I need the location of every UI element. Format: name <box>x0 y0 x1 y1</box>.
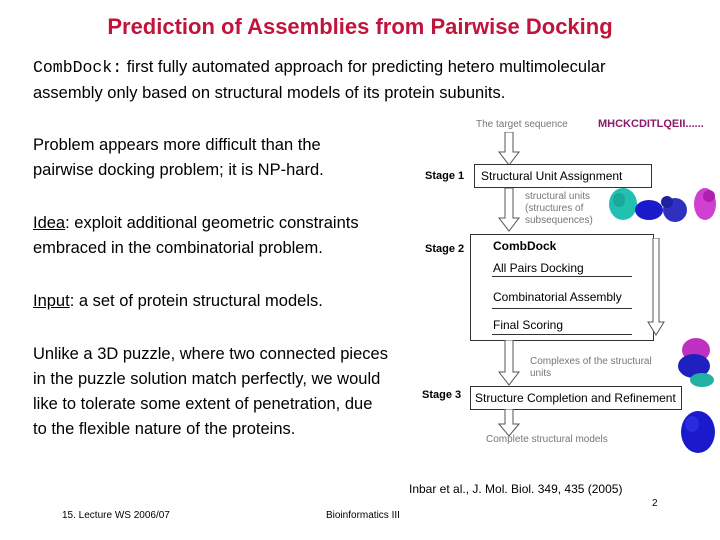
divider <box>492 334 632 335</box>
puzzle-line-2: in the puzzle solution match perfectly, we would <box>33 370 381 388</box>
structural-units-line-3: subsequences) <box>525 215 593 226</box>
combinatorial-assembly: Combinatorial Assembly <box>493 290 622 304</box>
complexes-label <box>530 356 652 380</box>
divider <box>492 308 632 309</box>
combdock-box <box>470 234 654 341</box>
all-pairs-docking: All Pairs Docking <box>493 261 584 275</box>
problem-line-1: Problem appears more difficult than the <box>33 136 321 154</box>
puzzle-line-1: Unlike a 3D puzzle, where two connected pieces <box>33 345 388 363</box>
arrow-down-icon <box>498 188 520 232</box>
combdock-box-title: CombDock <box>493 239 557 253</box>
stage-3-box <box>470 386 682 410</box>
input-label: Input <box>33 292 70 310</box>
target-sequence: MHCKCDITLQEII...... <box>598 118 704 130</box>
input-text: : a set of protein structural models. <box>69 292 323 310</box>
stage-3-label: Stage 3 <box>422 389 462 401</box>
stage-1-label: Stage 1 <box>425 170 465 182</box>
complex-image <box>676 336 720 388</box>
complexes-line-1: Complexes of the structural <box>530 356 652 367</box>
arrow-down-icon <box>498 132 520 166</box>
structural-units-label <box>525 191 593 227</box>
structural-units-line-2: (structures of <box>525 203 584 214</box>
puzzle-line-3: like to tolerate some extent of penetration, due <box>33 395 373 413</box>
arrow-down-icon <box>498 409 520 437</box>
stage-2-label: Stage 2 <box>425 243 465 255</box>
page-number: 2 <box>652 498 658 509</box>
puzzle-line-4: to the flexible nature of the proteins. <box>33 420 296 438</box>
idea-line-2: embraced in the combinatorial problem. <box>33 239 323 257</box>
stage-1-box-label: Structural Unit Assignment <box>481 169 623 183</box>
slide-title: Prediction of Assemblies from Pairwise Docking <box>107 14 613 39</box>
final-scoring: Final Scoring <box>493 318 564 332</box>
footer-lecture: 15. Lecture WS 2006/07 <box>62 510 170 521</box>
complete-models-label: Complete structural models <box>486 434 608 445</box>
citation: Inbar et al., J. Mol. Biol. 349, 435 (2005) <box>409 482 623 496</box>
structural-units-line-1: structural units <box>525 191 591 202</box>
combdock-code: CombDock: <box>33 58 123 77</box>
divider <box>492 276 632 277</box>
arrow-down-icon <box>647 238 665 336</box>
structural-units-image <box>605 182 720 232</box>
complexes-line-2: units <box>530 368 552 379</box>
complete-model-image <box>676 406 720 456</box>
stage-3-box-label: Structure Completion and Refinement <box>475 391 676 405</box>
idea-label: Idea <box>33 214 66 232</box>
intro-line-2: assembly only based on structural models of its protein subunits. <box>33 84 506 102</box>
arrow-down-icon <box>498 340 520 386</box>
idea-line-1-text: : exploit additional geometric constraints <box>65 214 359 232</box>
target-sequence-label: The target sequence <box>476 119 568 130</box>
problem-line-2: pairwise docking problem; it is NP-hard. <box>33 161 324 179</box>
intro-line-1-text: first fully automated approach for predicting hetero multimolecular <box>122 58 606 76</box>
footer-course: Bioinformatics III <box>326 510 400 521</box>
